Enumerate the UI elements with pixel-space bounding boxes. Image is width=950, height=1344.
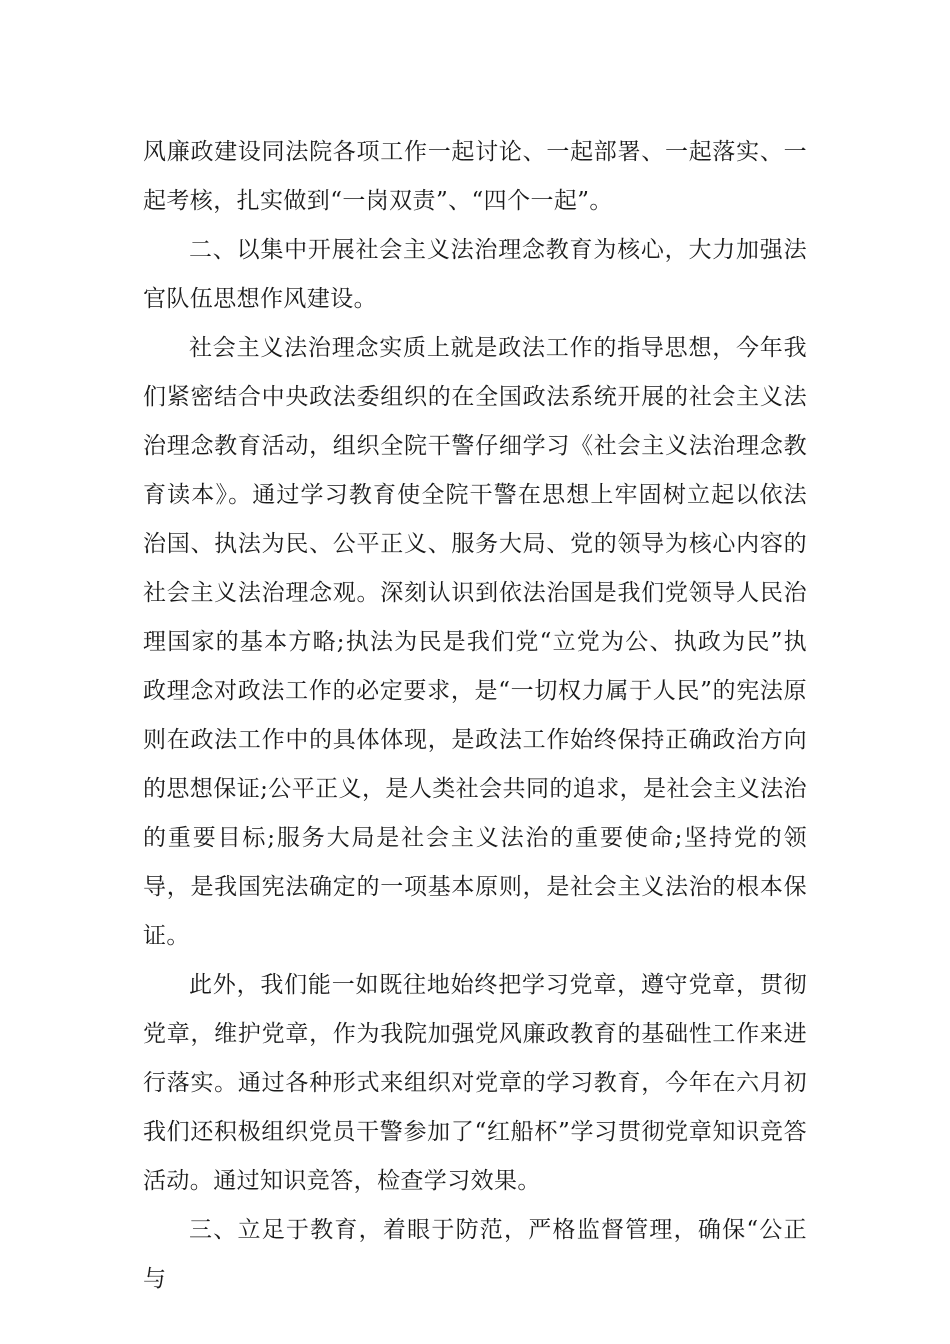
paragraph-party-constitution: 此外，我们能一如既往地始终把学习党章，遵守党章，贯彻党章，维护党章，作为我院加强党风廉政教育的基础性工作来进行落实。通过各种形式来组织对党章的学习教育，今年在六月初我们还积极组织党员干警参加了“红船杯”学习贯彻党章知识竞答活动。通过知识竞答，检查学习效果。: [143, 972, 807, 1194]
paragraph-rule-of-law: 社会主义法治理念实质上就是政法工作的指导思想，今年我们紧密结合中央政法委组织的在全国政法系统开展的社会主义法治理念教育活动，组织全院干警仔细学习《社会主义法治理念教育读本》。通过学习教育使全院干警在思想上牢固树立起以依法治国、执法为民、公平正义、服务大局、党的领导为核心内容的社会主义法治理念观。深刻认识到依法治国是我们党领导人民治理国家的基本方略;执法为民是我们党“立党为公、执政为民”执政理念对政法工作的必定要求，是“一切权力属于人民”的宪法原则在政法工作中的具体体现，是政法工作始终保持正确政治方向的思想保证;公平正义，是人类社会共同的追求，是社会主义法治的重要目标;服务大局是社会主义法治的重要使命;坚持党的领导，是我国宪法确定的一项基本原则，是社会主义法治的根本保证。: [143, 335, 807, 949]
section-heading-two: 二、以集中开展社会主义法治理念教育为核心，大力加强法官队伍思想作风建设。: [143, 237, 807, 312]
document-body: [143, 128, 807, 1304]
section-heading-three: 三、立足于教育，着眼于防范，严格监督管理，确保“公正与: [143, 1217, 807, 1292]
paragraph-continuation: 风廉政建设同法院各项工作一起讨论、一起部署、一起落实、一起考核，扎实做到“一岗双责”、“四个一起”。: [143, 139, 807, 214]
